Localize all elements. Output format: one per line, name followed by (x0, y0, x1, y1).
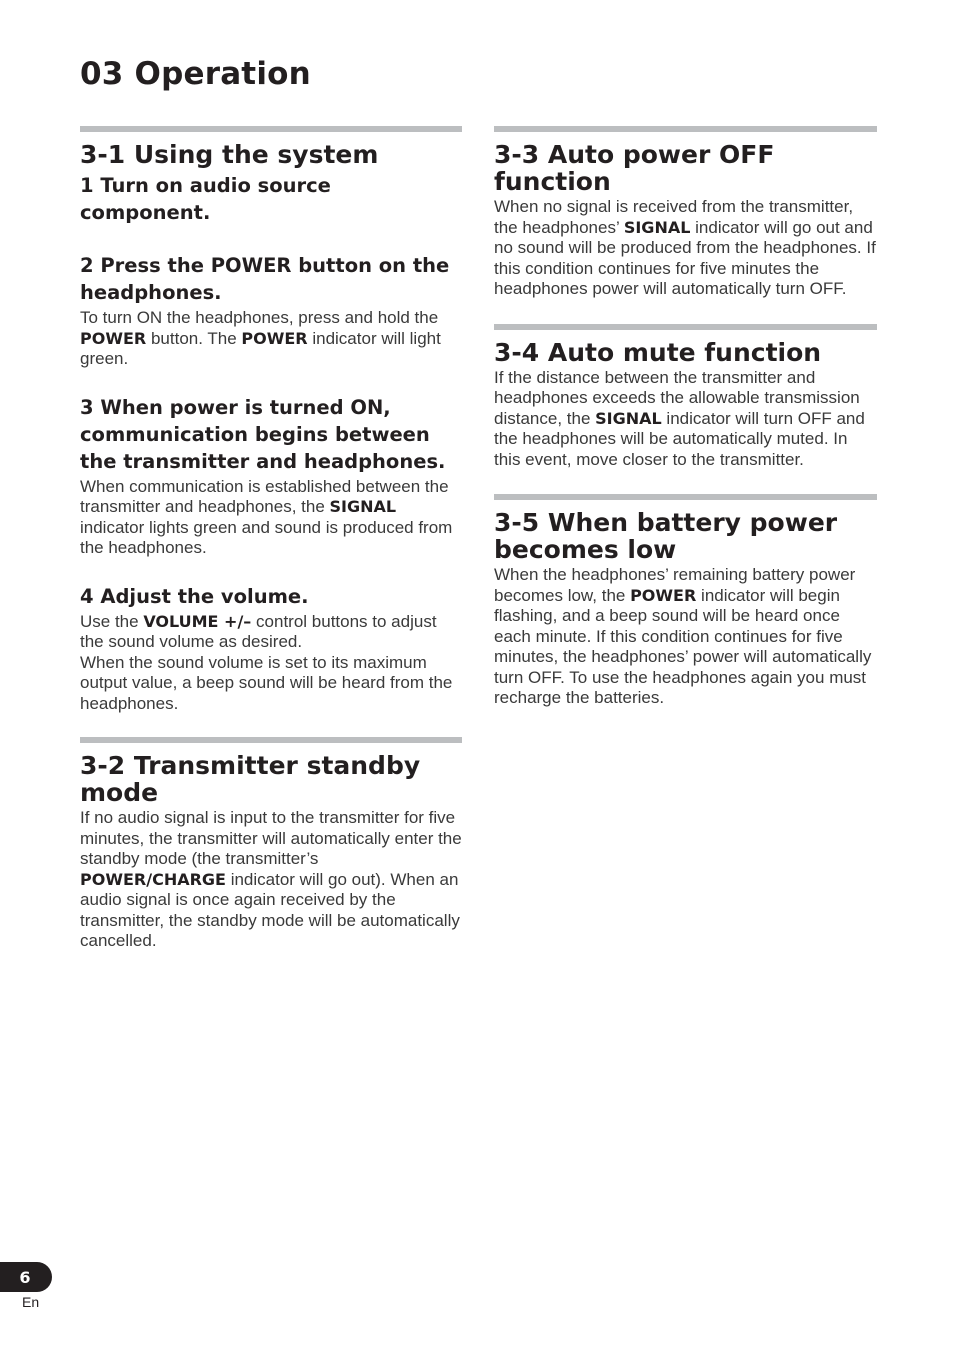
section-3-5-text: When the headphones’ remaining battery power becomes low, the POWER indicator will begin flashing, and a beep sound will be heard once each minute. If this condition continues for five minutes, the headphones’ power will automatically turn OFF. To use the headphones again you must recharge the batteries. (494, 565, 872, 707)
page-number-tab (0, 1262, 52, 1292)
section-3-4 (494, 324, 877, 471)
section-rule (494, 324, 877, 330)
right-column (494, 126, 877, 709)
section-title-3-1: 3-1 Using the system (80, 140, 379, 169)
step-3-text: When communication is established between the transmitter and headphones, the SIGNAL indicator lights green and sound is produced from the headphones. (80, 476, 453, 557)
step-2-heading: 2 Press the POWER button on the headphones. (80, 254, 450, 304)
step-4-text-2: When the sound volume is set to its maximum output value, a beep sound will be heard from the headphones. (80, 652, 453, 713)
section-3-3 (494, 126, 877, 300)
step-2-text: To turn ON the headphones, press and hold the POWER button. The POWER indicator will light green. (80, 308, 441, 368)
section-3-2-text: If no audio signal is input to the transmitter for five minutes, the transmitter will automatically enter the standby mode (the transmitter’s POWER/CHARGE indicator will go out). When an audio signal is once again received by the transmitter, the standby mode will be automatically cancelled. (80, 808, 462, 950)
section-3-2 (80, 737, 462, 952)
section-title-3-4: 3-4 Auto mute function (494, 337, 822, 367)
section-title-3-2: 3-2 Transmitter standby mode (80, 751, 421, 807)
language-code: En (22, 1294, 40, 1310)
section-3-1 (80, 126, 462, 714)
section-title-3-5: 3-5 When battery power becomes low (494, 508, 838, 564)
step-1-heading: 1 Turn on audio source component. (80, 174, 331, 224)
section-rule (494, 494, 877, 500)
section-3-5 (494, 494, 877, 709)
left-column (80, 126, 462, 952)
page-number: 6 (19, 1267, 31, 1287)
step-3-heading: 3 When power is turned ON, communication begins between the transmitter and headphones. (80, 395, 446, 473)
section-rule (80, 126, 462, 132)
section-3-4-text: If the distance between the transmitter and headphones exceeds the allowable transmission distance, the SIGNAL indicator will turn OFF and the headphones will be automatically muted. In this event, move closer to the transmitter. (494, 367, 865, 469)
section-3-3-text: When no signal is received from the transmitter, the headphones’ SIGNAL indicator will go out and no sound will be produced from the headphones. If this condition continues for five minutes the headphones power will automatically turn OFF. (494, 197, 876, 298)
section-title-3-3: 3-3 Auto power OFF function (494, 140, 775, 196)
section-rule (494, 126, 877, 132)
step-4-heading: 4 Adjust the volume. (80, 584, 309, 608)
chapter-title: 03 Operation (80, 56, 311, 92)
step-4-text: Use the VOLUME +/– control buttons to adjust the sound volume as desired. (80, 611, 437, 651)
section-rule (80, 737, 462, 743)
